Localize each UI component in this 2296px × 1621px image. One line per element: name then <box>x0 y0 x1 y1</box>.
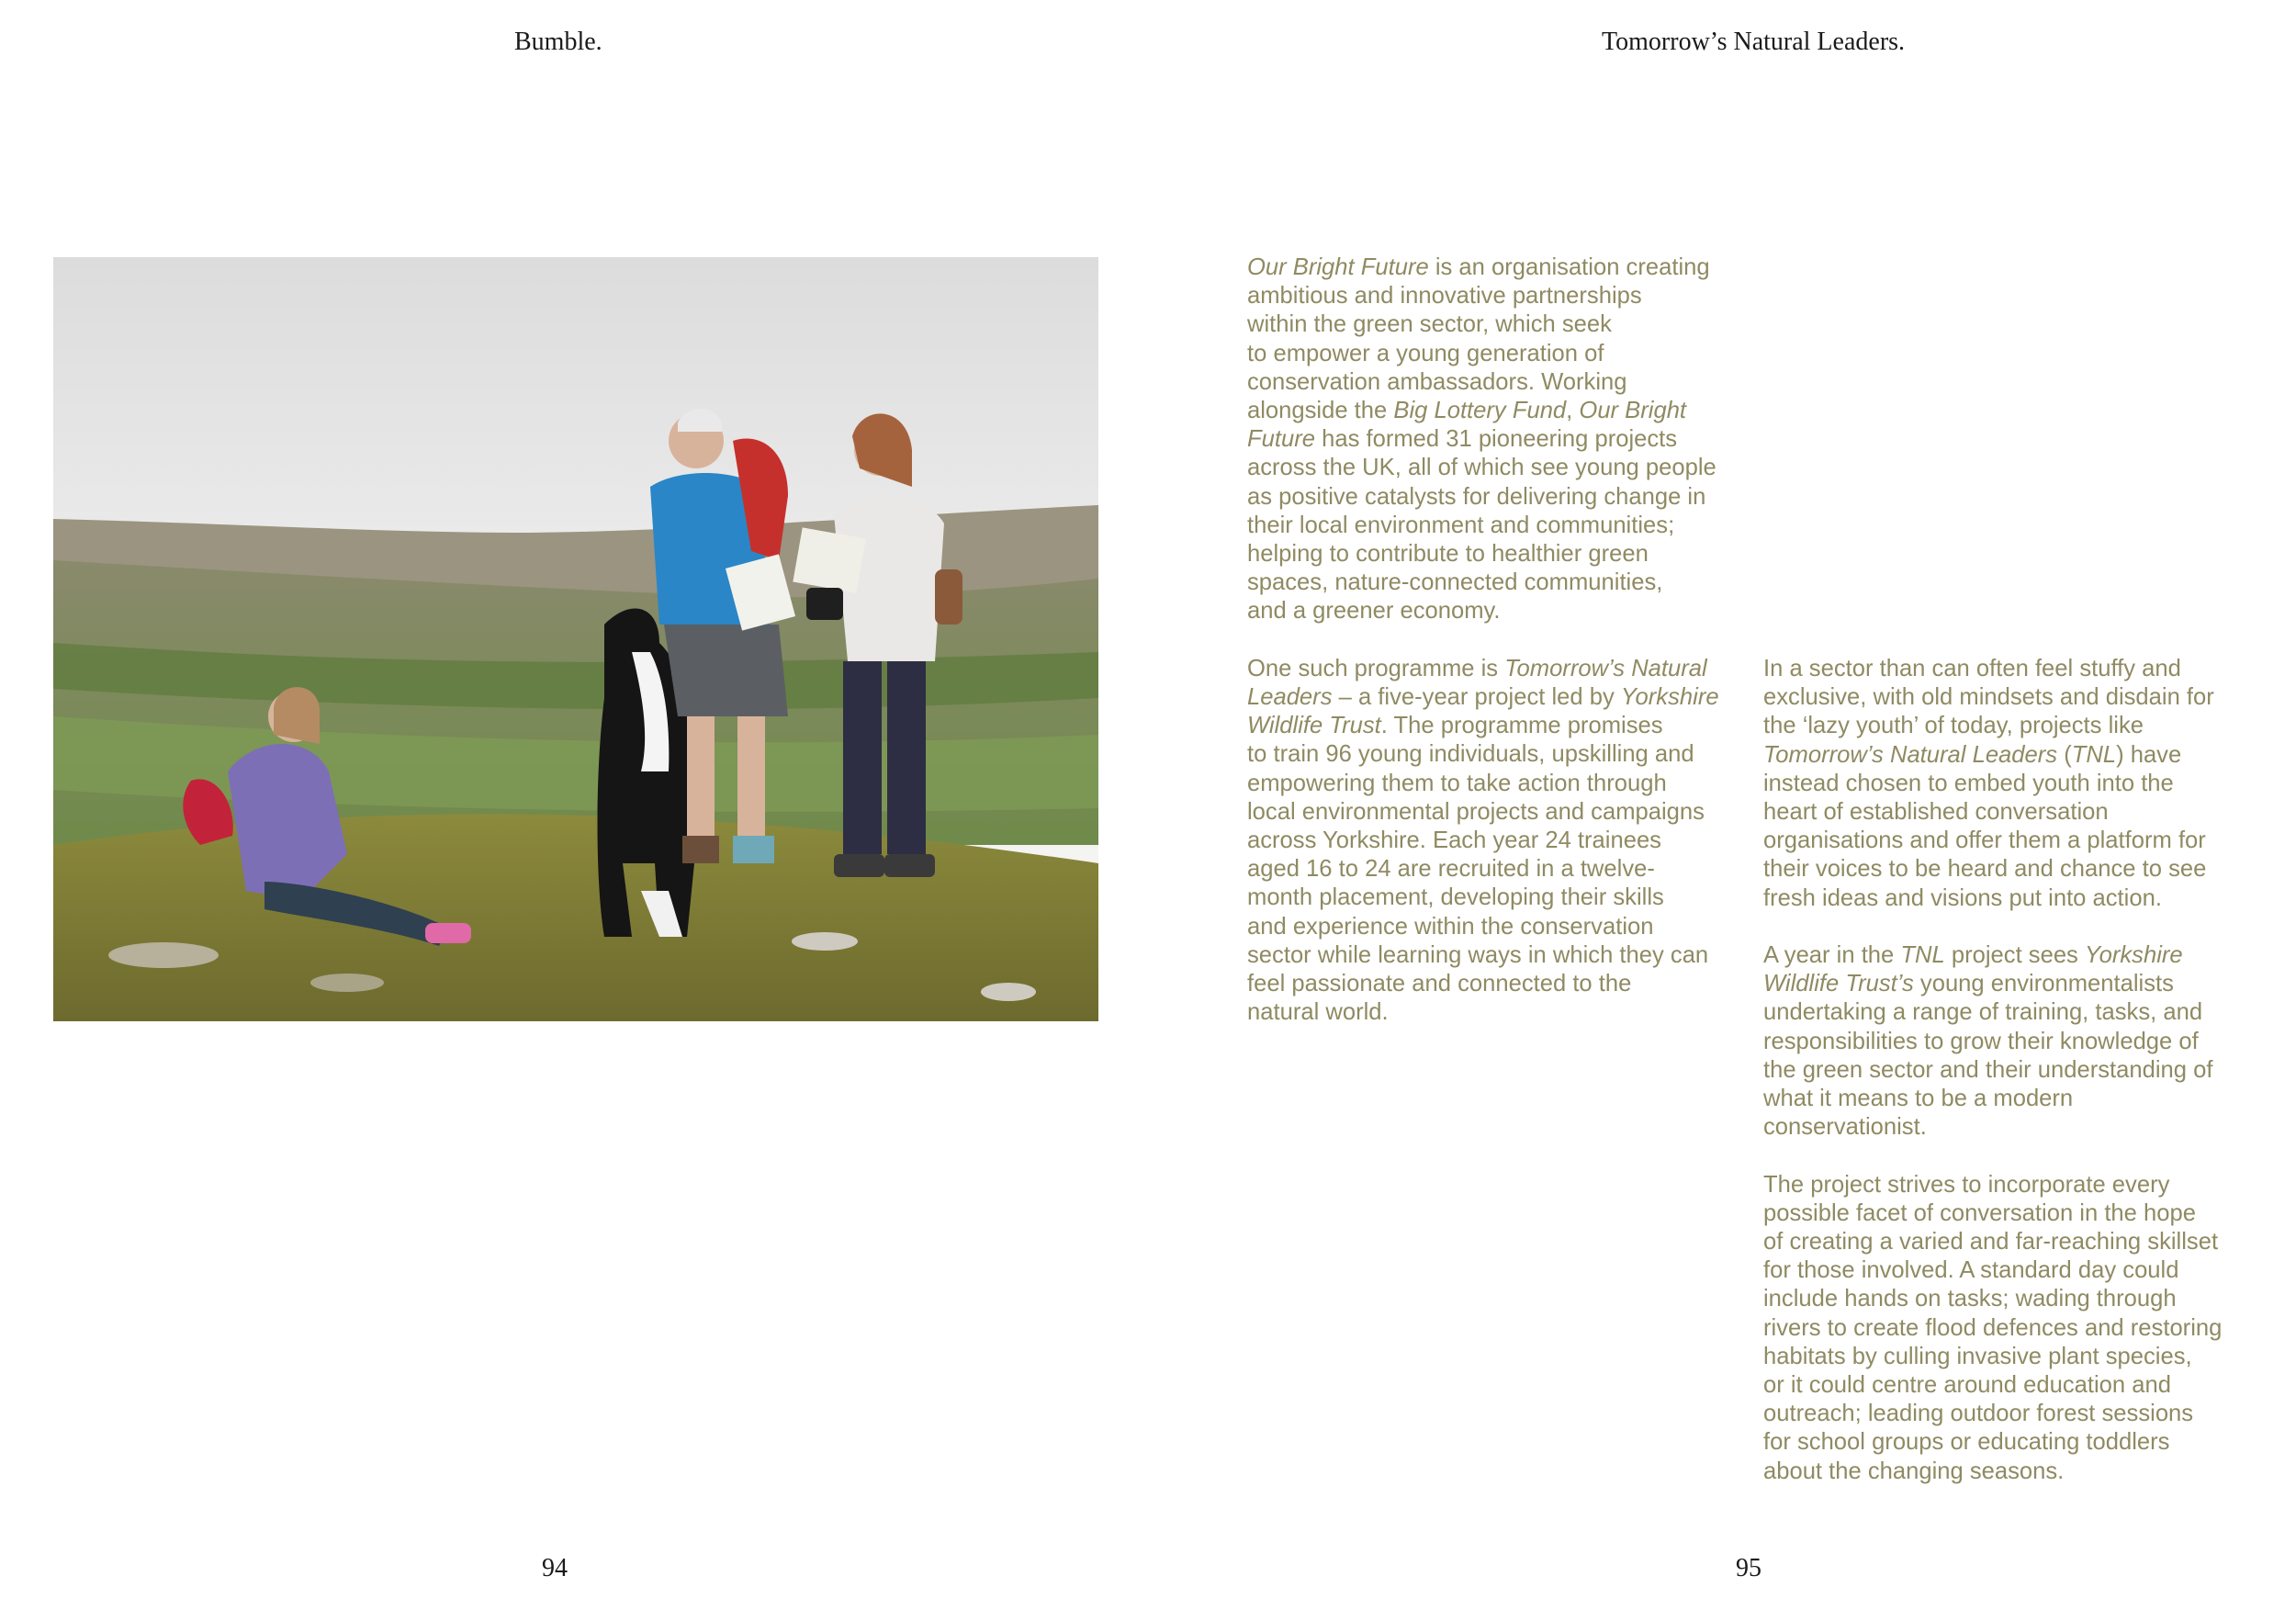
text-line: feel passionate and connected to the <box>1247 971 1632 997</box>
column-2-paragraph-2 <box>1763 941 2268 1142</box>
text-line: about the changing seasons. <box>1763 1458 2065 1484</box>
text-line: their voices to be heard and chance to see <box>1763 856 2207 883</box>
photo-illustration <box>53 257 1098 1021</box>
text-column-2 <box>1763 655 2268 1486</box>
text-line: across the UK, all of which see young people <box>1247 455 1716 481</box>
text-line: alongside the Big Lottery Fund, Our Bright <box>1247 398 1687 424</box>
text-column-1 <box>1247 253 1752 1027</box>
text-line: natural world. <box>1247 999 1389 1026</box>
text-line: Leaders – a five-year project led by Yorkshire <box>1247 684 1719 711</box>
hikers-with-dog-photo <box>53 257 1098 1021</box>
text-line: instead chosen to embed youth into the <box>1763 770 2174 796</box>
text-line: to empower a young generation of <box>1247 340 1604 366</box>
text-line: spaces, nature-connected communities, <box>1247 569 1663 596</box>
text-line: The project strives to incorporate every <box>1763 1171 2170 1198</box>
text-line: organisations and offer them a platform for <box>1763 827 2206 854</box>
left-page-number: 94 <box>542 1554 568 1582</box>
right-running-head: Tomorrow’s Natural Leaders. <box>1602 28 1906 56</box>
text-line: of creating a varied and far-reaching skillset <box>1763 1229 2219 1255</box>
text-line: or it could centre around education and <box>1763 1372 2171 1399</box>
text-line: and experience within the conservation <box>1247 913 1654 940</box>
text-line: for those involved. A standard day could <box>1763 1257 2179 1284</box>
column-1-paragraph-1 <box>1247 253 1752 626</box>
text-line: sector while learning ways in which they can <box>1247 941 1709 968</box>
left-running-head: Bumble. <box>514 28 602 56</box>
text-line: habitats by culling invasive plant species, <box>1763 1343 2192 1369</box>
text-line: for school groups or educating toddlers <box>1763 1429 2170 1456</box>
text-line: Future has formed 31 pioneering projects <box>1247 426 1678 453</box>
text-line: responsibilities to grow their knowledge of <box>1763 1028 2199 1054</box>
text-line: exclusive, with old mindsets and disdain for <box>1763 684 2214 711</box>
text-line: possible facet of conversation in the hope <box>1763 1199 2196 1226</box>
text-line: rivers to create flood defences and restoring <box>1763 1314 2223 1341</box>
text-line: to train 96 young individuals, upskilling and <box>1247 741 1694 768</box>
text-line: the ‘lazy youth’ of today, projects like <box>1763 713 2144 739</box>
text-line: conservation ambassadors. Working <box>1247 368 1627 395</box>
text-line: within the green sector, which seek <box>1247 311 1612 338</box>
right-page-number: 95 <box>1736 1554 1761 1582</box>
text-line: fresh ideas and visions put into action. <box>1763 884 2162 911</box>
text-line: heart of established conversation <box>1763 799 2109 826</box>
text-line: Wildlife Trust. The programme promises <box>1247 713 1663 739</box>
text-line: outreach; leading outdoor forest sessions <box>1763 1401 2194 1427</box>
text-line: as positive catalysts for delivering change in <box>1247 483 1706 510</box>
text-line: Tomorrow’s Natural Leaders (TNL) have <box>1763 741 2182 768</box>
text-line: the green sector and their understanding of <box>1763 1056 2213 1083</box>
text-line: ambitious and innovative partnerships <box>1247 283 1642 310</box>
column-2-paragraph-1 <box>1763 655 2268 913</box>
column-1-paragraph-2 <box>1247 655 1752 1028</box>
text-line: aged 16 to 24 are recruited in a twelve- <box>1247 856 1655 883</box>
text-line: In a sector than can often feel stuffy and <box>1763 656 2181 681</box>
text-line: Our Bright Future is an organisation creating <box>1247 254 1710 280</box>
text-line: A year in the TNL project sees Yorkshire <box>1763 942 2183 969</box>
text-line: undertaking a range of training, tasks, and <box>1763 999 2203 1026</box>
column-2-paragraph-3 <box>1763 1171 2268 1486</box>
text-line: One such programme is Tomorrow’s Natural <box>1247 655 1707 681</box>
text-line: across Yorkshire. Each year 24 trainees <box>1247 827 1661 854</box>
text-line: their local environment and communities; <box>1247 512 1675 538</box>
text-line: conservationist. <box>1763 1114 1927 1141</box>
text-line: what it means to be a modern <box>1763 1086 2074 1112</box>
text-line: empowering them to take action through <box>1247 770 1667 796</box>
text-line: month placement, developing their skills <box>1247 884 1664 911</box>
text-line: local environmental projects and campaigns <box>1247 798 1705 825</box>
text-line: include hands on tasks; wading through <box>1763 1286 2177 1312</box>
text-line: Wildlife Trust’s young environmentalists <box>1763 971 2174 997</box>
text-line: helping to contribute to healthier green <box>1247 541 1649 568</box>
text-line: and a greener economy. <box>1247 598 1501 625</box>
